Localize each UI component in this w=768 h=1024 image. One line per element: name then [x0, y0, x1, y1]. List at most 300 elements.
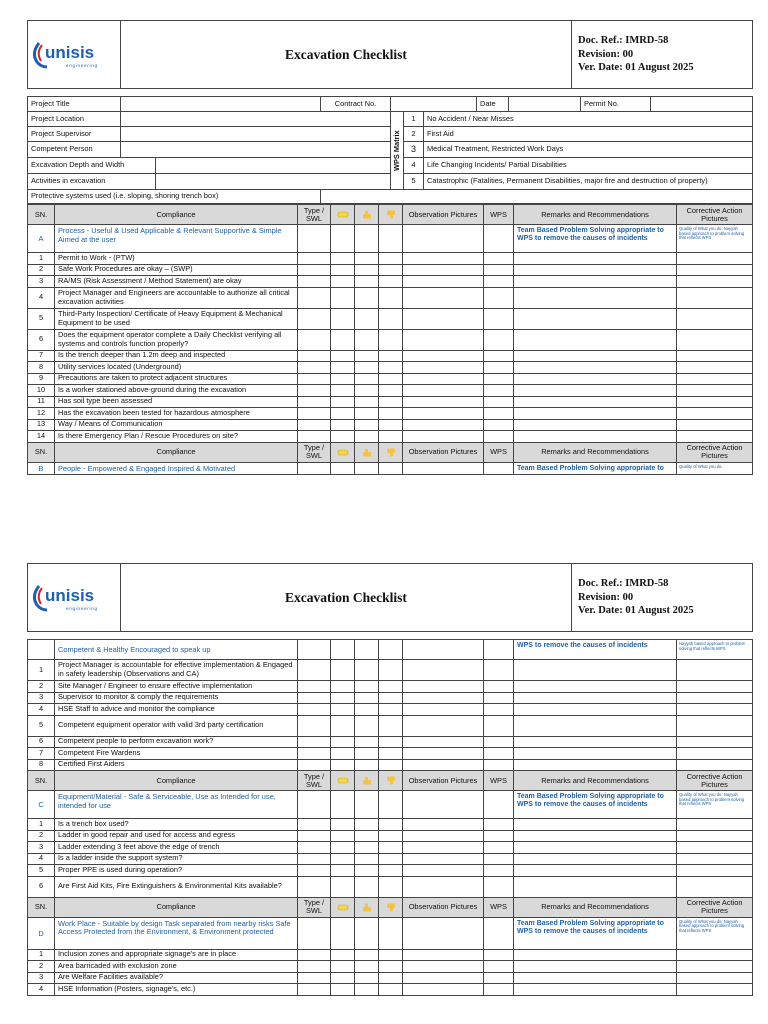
type-cell[interactable]	[298, 396, 331, 408]
remarks-cell[interactable]	[514, 396, 677, 408]
remarks-cell[interactable]	[514, 853, 677, 865]
thumbs-down-cell[interactable]	[379, 748, 403, 760]
wps-cell[interactable]	[484, 681, 514, 693]
check-cell[interactable]	[331, 819, 355, 831]
corrective-cell[interactable]	[677, 308, 753, 329]
thumbs-down-cell[interactable]	[379, 949, 403, 961]
check-cell[interactable]	[331, 408, 355, 420]
thumbs-down-cell[interactable]	[379, 842, 403, 854]
check-cell[interactable]	[331, 462, 355, 474]
check-cell[interactable]	[331, 660, 355, 681]
check-cell[interactable]	[331, 308, 355, 329]
activities-value[interactable]	[156, 174, 391, 190]
thumbs-down-cell[interactable]	[379, 253, 403, 265]
corrective-cell[interactable]	[677, 276, 753, 288]
check-cell[interactable]	[331, 972, 355, 984]
thumbs-up-cell[interactable]	[355, 791, 379, 819]
observation-cell[interactable]	[403, 736, 484, 748]
thumbs-up-cell[interactable]	[355, 408, 379, 420]
thumbs-down-cell[interactable]	[379, 308, 403, 329]
col-type: Type / SWL	[298, 205, 331, 225]
thumbs-down-cell[interactable]	[379, 287, 403, 308]
remarks-cell[interactable]	[514, 759, 677, 771]
thumbs-up-cell[interactable]	[355, 830, 379, 842]
wps-cell[interactable]	[484, 408, 514, 420]
check-cell[interactable]	[331, 276, 355, 288]
thumbs-up-cell[interactable]	[355, 640, 379, 660]
corrective-cell[interactable]	[677, 865, 753, 877]
check-cell[interactable]	[331, 704, 355, 716]
thumbs-up-cell[interactable]	[355, 396, 379, 408]
check-cell[interactable]	[331, 396, 355, 408]
thumbs-down-cell[interactable]	[379, 972, 403, 984]
thumbs-up-cell[interactable]	[355, 715, 379, 736]
thumbs-up-cell[interactable]	[355, 308, 379, 329]
wps-cell[interactable]	[484, 362, 514, 374]
check-cell[interactable]	[331, 865, 355, 877]
corrective-cell[interactable]	[677, 842, 753, 854]
check-cell[interactable]	[331, 287, 355, 308]
remarks-cell[interactable]	[514, 350, 677, 362]
thumbs-up-cell[interactable]	[355, 704, 379, 716]
wps-cell[interactable]	[484, 865, 514, 877]
wps-cell[interactable]	[484, 961, 514, 973]
corrective-cell[interactable]	[677, 431, 753, 443]
remarks-cell[interactable]	[514, 692, 677, 704]
remarks-cell[interactable]	[514, 329, 677, 350]
observation-cell[interactable]	[403, 276, 484, 288]
corrective-cell[interactable]	[677, 329, 753, 350]
type-cell[interactable]	[298, 876, 331, 897]
observation-cell[interactable]	[403, 396, 484, 408]
type-cell[interactable]	[298, 362, 331, 374]
thumbs-down-cell[interactable]	[379, 984, 403, 996]
thumbs-down-cell[interactable]	[379, 819, 403, 831]
observation-cell[interactable]	[403, 961, 484, 973]
observation-cell[interactable]	[403, 830, 484, 842]
wps-cell[interactable]	[484, 917, 514, 949]
thumbs-down-cell[interactable]	[379, 853, 403, 865]
check-cell[interactable]	[331, 759, 355, 771]
competent-person-value[interactable]	[121, 142, 391, 158]
thumbs-up-cell[interactable]	[355, 385, 379, 397]
thumbs-up-cell[interactable]	[355, 350, 379, 362]
thumbs-up-cell[interactable]	[355, 984, 379, 996]
corrective-cell[interactable]	[677, 876, 753, 897]
corrective-cell[interactable]	[677, 759, 753, 771]
type-cell[interactable]	[298, 462, 331, 474]
check-cell[interactable]	[331, 917, 355, 949]
wps-cell[interactable]	[484, 462, 514, 474]
type-cell[interactable]	[298, 865, 331, 877]
type-cell[interactable]	[298, 791, 331, 819]
wps-cell[interactable]	[484, 431, 514, 443]
observation-cell[interactable]	[403, 431, 484, 443]
wps-cell[interactable]	[484, 949, 514, 961]
project-title-value[interactable]	[121, 97, 321, 112]
remarks-cell[interactable]	[514, 253, 677, 265]
corrective-cell[interactable]	[677, 287, 753, 308]
thumbs-down-cell[interactable]	[379, 791, 403, 819]
corrective-cell[interactable]	[677, 830, 753, 842]
project-supervisor-value[interactable]	[121, 127, 391, 142]
remarks-cell[interactable]	[514, 949, 677, 961]
type-cell[interactable]	[298, 759, 331, 771]
corrective-cell[interactable]	[677, 972, 753, 984]
check-cell[interactable]	[331, 961, 355, 973]
type-cell[interactable]	[298, 329, 331, 350]
wps-cell[interactable]	[484, 373, 514, 385]
observation-cell[interactable]	[403, 949, 484, 961]
observation-cell[interactable]	[403, 640, 484, 660]
corrective-cell[interactable]	[677, 748, 753, 760]
check-cell[interactable]	[331, 853, 355, 865]
wps-cell[interactable]	[484, 736, 514, 748]
wps-cell[interactable]	[484, 759, 514, 771]
thumbs-up-cell[interactable]	[355, 660, 379, 681]
remarks-cell[interactable]	[514, 748, 677, 760]
corrective-cell[interactable]	[677, 715, 753, 736]
type-cell[interactable]	[298, 225, 331, 253]
wps-cell[interactable]	[484, 396, 514, 408]
thumbs-down-cell[interactable]	[379, 917, 403, 949]
thumbs-down-cell[interactable]	[379, 736, 403, 748]
observation-cell[interactable]	[403, 819, 484, 831]
wps-cell[interactable]	[484, 329, 514, 350]
thumbs-up-cell[interactable]	[355, 419, 379, 431]
thumbs-down-cell[interactable]	[379, 660, 403, 681]
check-cell[interactable]	[331, 640, 355, 660]
corrective-cell[interactable]	[677, 419, 753, 431]
thumbs-down-cell[interactable]	[379, 961, 403, 973]
observation-cell[interactable]	[403, 681, 484, 693]
remarks-cell[interactable]	[514, 865, 677, 877]
table-row	[28, 362, 753, 374]
observation-cell[interactable]	[403, 865, 484, 877]
type-cell[interactable]	[298, 736, 331, 748]
type-cell[interactable]	[298, 853, 331, 865]
observation-cell[interactable]	[403, 791, 484, 819]
thumbs-up-cell[interactable]	[355, 431, 379, 443]
remarks-cell[interactable]	[514, 660, 677, 681]
remarks-cell[interactable]	[514, 984, 677, 996]
wps-cell[interactable]	[484, 350, 514, 362]
thumbs-down-cell[interactable]	[379, 431, 403, 443]
wps-cell[interactable]	[484, 225, 514, 253]
thumbs-down-cell[interactable]	[379, 704, 403, 716]
remarks-cell[interactable]	[514, 276, 677, 288]
remarks-cell[interactable]	[514, 362, 677, 374]
wps-cell[interactable]	[484, 853, 514, 865]
type-cell[interactable]	[298, 431, 331, 443]
wps-cell[interactable]	[484, 308, 514, 329]
observation-cell[interactable]	[403, 984, 484, 996]
thumbs-down-cell[interactable]	[379, 264, 403, 276]
thumbs-up-cell[interactable]	[355, 681, 379, 693]
wps-cell[interactable]	[484, 704, 514, 716]
observation-cell[interactable]	[403, 692, 484, 704]
observation-cell[interactable]	[403, 715, 484, 736]
type-cell[interactable]	[298, 373, 331, 385]
thumbs-down-cell[interactable]	[379, 876, 403, 897]
thumbs-down-cell[interactable]	[379, 865, 403, 877]
wps-cell[interactable]	[484, 385, 514, 397]
observation-cell[interactable]	[403, 876, 484, 897]
observation-cell[interactable]	[403, 264, 484, 276]
check-cell[interactable]	[331, 419, 355, 431]
wps-cell[interactable]	[484, 640, 514, 660]
thumbs-up-cell[interactable]	[355, 329, 379, 350]
corrective-cell[interactable]	[677, 736, 753, 748]
thumbs-down-cell[interactable]	[379, 759, 403, 771]
type-cell[interactable]	[298, 276, 331, 288]
thumbs-down-cell[interactable]	[379, 362, 403, 374]
contract-no-value[interactable]	[391, 97, 477, 112]
check-cell[interactable]	[331, 329, 355, 350]
thumbs-up-cell[interactable]	[355, 373, 379, 385]
observation-cell[interactable]	[403, 419, 484, 431]
wps-cell[interactable]	[484, 791, 514, 819]
wps-cell[interactable]	[484, 692, 514, 704]
type-cell[interactable]	[298, 419, 331, 431]
thumbs-up-cell[interactable]	[355, 819, 379, 831]
thumbs-up-cell[interactable]	[355, 276, 379, 288]
type-cell[interactable]	[298, 287, 331, 308]
check-cell[interactable]	[331, 830, 355, 842]
thumbs-up-cell[interactable]	[355, 917, 379, 949]
wps-cell[interactable]	[484, 842, 514, 854]
check-cell[interactable]	[331, 748, 355, 760]
protective-systems-value[interactable]	[321, 190, 753, 204]
thumbs-up-cell[interactable]	[355, 748, 379, 760]
corrective-cell[interactable]	[677, 853, 753, 865]
check-cell[interactable]	[331, 715, 355, 736]
observation-cell[interactable]	[403, 308, 484, 329]
thumbs-up-cell[interactable]	[355, 462, 379, 474]
wps-cell[interactable]	[484, 748, 514, 760]
thumbs-down-cell[interactable]	[379, 385, 403, 397]
thumbs-up-cell[interactable]	[355, 287, 379, 308]
thumbs-down-cell[interactable]	[379, 462, 403, 474]
observation-cell[interactable]	[403, 329, 484, 350]
thumbs-down-cell[interactable]	[379, 373, 403, 385]
observation-cell[interactable]	[403, 917, 484, 949]
observation-cell[interactable]	[403, 704, 484, 716]
remarks-cell[interactable]	[514, 408, 677, 420]
corrective-cell[interactable]	[677, 681, 753, 693]
type-cell[interactable]	[298, 748, 331, 760]
depth-width-value[interactable]	[156, 158, 391, 174]
thumbs-up-cell[interactable]	[355, 842, 379, 854]
remarks-cell[interactable]	[514, 419, 677, 431]
thumbs-up-cell[interactable]	[355, 972, 379, 984]
check-cell[interactable]	[331, 225, 355, 253]
check-cell[interactable]	[331, 692, 355, 704]
check-cell[interactable]	[331, 373, 355, 385]
remarks-cell[interactable]	[514, 373, 677, 385]
remarks-cell[interactable]	[514, 830, 677, 842]
observation-cell[interactable]	[403, 225, 484, 253]
remarks-cell[interactable]	[514, 264, 677, 276]
thumbs-up-cell[interactable]	[355, 264, 379, 276]
thumbs-down-cell[interactable]	[379, 419, 403, 431]
svg-text:unisis: unisis	[45, 42, 95, 62]
observation-cell[interactable]	[403, 385, 484, 397]
type-cell[interactable]	[298, 842, 331, 854]
check-cell[interactable]	[331, 791, 355, 819]
date-value[interactable]	[509, 97, 581, 112]
observation-cell[interactable]	[403, 748, 484, 760]
corrective-cell[interactable]	[677, 704, 753, 716]
observation-cell[interactable]	[403, 462, 484, 474]
observation-cell[interactable]	[403, 362, 484, 374]
thumbs-up-cell[interactable]	[355, 225, 379, 253]
observation-cell[interactable]	[403, 759, 484, 771]
type-cell[interactable]	[298, 704, 331, 716]
wps-cell[interactable]	[484, 253, 514, 265]
check-cell[interactable]	[331, 385, 355, 397]
corrective-cell[interactable]	[677, 373, 753, 385]
check-cell[interactable]	[331, 253, 355, 265]
project-location-value[interactable]	[121, 112, 391, 127]
thumbs-down-cell[interactable]	[379, 681, 403, 693]
wps-cell[interactable]	[484, 715, 514, 736]
type-cell[interactable]	[298, 984, 331, 996]
thumbs-up-cell[interactable]	[355, 692, 379, 704]
corrective-cell[interactable]	[677, 984, 753, 996]
thumbs-down-cell[interactable]	[379, 276, 403, 288]
remarks-cell[interactable]	[514, 819, 677, 831]
corrective-cell[interactable]	[677, 961, 753, 973]
observation-cell[interactable]	[403, 287, 484, 308]
type-cell[interactable]	[298, 681, 331, 693]
type-cell[interactable]	[298, 830, 331, 842]
remarks-cell[interactable]	[514, 385, 677, 397]
thumbs-down-cell[interactable]	[379, 225, 403, 253]
type-cell[interactable]	[298, 408, 331, 420]
observation-cell[interactable]	[403, 408, 484, 420]
remarks-cell[interactable]	[514, 961, 677, 973]
observation-cell[interactable]	[403, 373, 484, 385]
check-cell[interactable]	[331, 949, 355, 961]
thumbs-down-cell[interactable]	[379, 640, 403, 660]
corrective-cell[interactable]	[677, 819, 753, 831]
remarks-cell[interactable]	[514, 715, 677, 736]
type-cell[interactable]	[298, 917, 331, 949]
wps-cell[interactable]	[484, 876, 514, 897]
remarks-cell[interactable]	[514, 972, 677, 984]
check-cell[interactable]	[331, 876, 355, 897]
corrective-cell[interactable]	[677, 362, 753, 374]
observation-cell[interactable]	[403, 253, 484, 265]
wps-cell[interactable]	[484, 264, 514, 276]
corrective-cell[interactable]	[677, 660, 753, 681]
type-cell[interactable]	[298, 819, 331, 831]
wps-cell[interactable]	[484, 830, 514, 842]
thumbs-up-cell[interactable]	[355, 876, 379, 897]
check-cell[interactable]	[331, 264, 355, 276]
item-number: 8	[28, 362, 55, 374]
remarks-cell[interactable]	[514, 876, 677, 897]
corrective-cell[interactable]	[677, 385, 753, 397]
wps-cell[interactable]	[484, 287, 514, 308]
corrective-cell[interactable]	[677, 350, 753, 362]
thumbs-down-cell[interactable]	[379, 350, 403, 362]
remarks-cell[interactable]	[514, 308, 677, 329]
check-cell[interactable]	[331, 350, 355, 362]
type-cell[interactable]	[298, 264, 331, 276]
type-cell[interactable]	[298, 350, 331, 362]
wps-cell[interactable]	[484, 276, 514, 288]
thumbs-up-cell[interactable]	[355, 853, 379, 865]
thumbs-down-cell[interactable]	[379, 396, 403, 408]
remarks-cell[interactable]	[514, 842, 677, 854]
remarks-cell[interactable]	[514, 287, 677, 308]
corrective-cell[interactable]	[677, 949, 753, 961]
remarks-cell[interactable]	[514, 431, 677, 443]
check-cell[interactable]	[331, 362, 355, 374]
type-cell[interactable]	[298, 385, 331, 397]
wps-cell[interactable]	[484, 984, 514, 996]
thumbs-up-cell[interactable]	[355, 253, 379, 265]
thumbs-down-cell[interactable]	[379, 408, 403, 420]
corrective-cell[interactable]	[677, 264, 753, 276]
check-cell[interactable]	[331, 984, 355, 996]
wps-cell[interactable]	[484, 819, 514, 831]
observation-cell[interactable]	[403, 660, 484, 681]
observation-cell[interactable]	[403, 853, 484, 865]
permit-no-value[interactable]	[651, 97, 753, 112]
thumbs-up-cell[interactable]	[355, 736, 379, 748]
type-cell[interactable]	[298, 660, 331, 681]
thumbs-down-cell[interactable]	[379, 329, 403, 350]
check-cell[interactable]	[331, 736, 355, 748]
type-cell[interactable]	[298, 692, 331, 704]
type-cell[interactable]	[298, 949, 331, 961]
type-cell[interactable]	[298, 253, 331, 265]
thumbs-up-cell[interactable]	[355, 865, 379, 877]
observation-cell[interactable]	[403, 842, 484, 854]
observation-cell[interactable]	[403, 972, 484, 984]
thumbs-down-cell[interactable]	[379, 830, 403, 842]
wps-cell[interactable]	[484, 419, 514, 431]
remarks-cell[interactable]	[514, 704, 677, 716]
check-cell[interactable]	[331, 842, 355, 854]
thumbs-down-cell[interactable]	[379, 715, 403, 736]
remarks-cell[interactable]	[514, 681, 677, 693]
remarks-cell[interactable]	[514, 736, 677, 748]
corrective-cell[interactable]	[677, 253, 753, 265]
observation-cell[interactable]	[403, 350, 484, 362]
type-cell[interactable]	[298, 715, 331, 736]
corrective-cell[interactable]	[677, 396, 753, 408]
corrective-cell[interactable]	[677, 692, 753, 704]
type-cell[interactable]	[298, 972, 331, 984]
wps-cell[interactable]	[484, 972, 514, 984]
type-cell[interactable]	[298, 961, 331, 973]
type-cell[interactable]	[298, 640, 331, 660]
thumbs-down-cell[interactable]	[379, 692, 403, 704]
thumbs-up-cell[interactable]	[355, 362, 379, 374]
type-cell[interactable]	[298, 308, 331, 329]
wps-cell[interactable]	[484, 660, 514, 681]
corrective-cell[interactable]	[677, 408, 753, 420]
thumbs-up-cell[interactable]	[355, 949, 379, 961]
thumbs-up-cell[interactable]	[355, 961, 379, 973]
thumbs-up-cell[interactable]	[355, 759, 379, 771]
check-cell[interactable]	[331, 431, 355, 443]
check-cell[interactable]	[331, 681, 355, 693]
